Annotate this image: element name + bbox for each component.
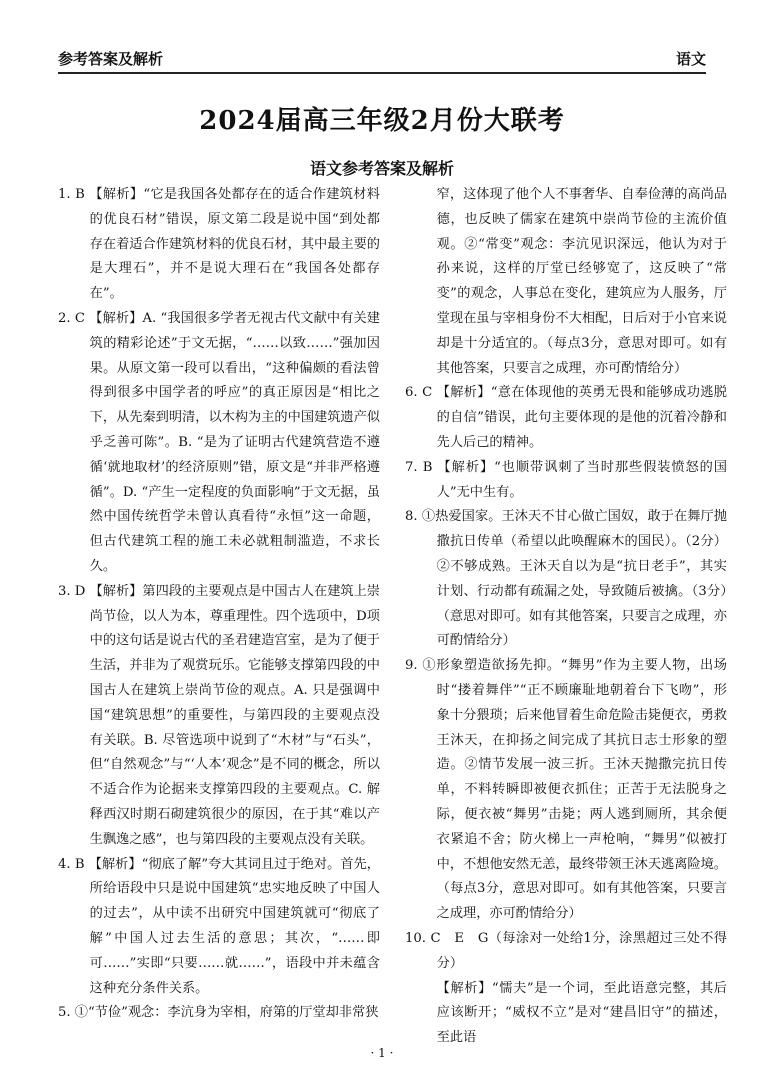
answer-item-2: 2. C 【解析】A. “我国很多学者无视古代文献中有关建筑的精彩论述”于文无据，“……以致……”强加因果。从原文第一段可以看出，“这种偏颇的看法曾得到很多中国学者的呼应”的真正原因是“相比之下，从先秦到明清，以木构为主的中国建筑遗产似乎乏善可陈”。B. “是为了证明古代建筑营造不遵循‘就地取材’的经济原则”错，原文是“并非严格遵循”。D. “产生一定程度的负面影响”于文无据，虽然中国传统哲学未曾认真看待“永恒”这一命题，但古代建筑工程的施工未必就粗制滥造，不求长久。 bbox=[58, 310, 380, 574]
answer-item-10-analysis: 【解析】“懦夫”是一个词，至此语意完整，其后应该断开；“威权不立”是对“建昌旧守”的描述，至此语 bbox=[436, 980, 727, 1046]
answer-item-4: 4. B 【解析】“彻底了解”夸大其词且过于绝对。首先，所给语段中只是说中国建筑“忠实地反映了中国人的过去”，从中读不出研究中国建筑就可“彻底了解”中国人过去生活的意思；其次，“……即可……”实即“只要……就……”，语段中并未蕴含这种充分条件关系。 bbox=[58, 856, 380, 996]
answer-item-8: 8. ①热爱国家。王沐天不甘心做亡国奴，敢于在舞厅抛撒抗日传单（希望以此唤醒麻木的国民）。（2分）②不够成熟。王沐天自以为是“抗日老手”，其实计划、行动都有疏漏之处，导致随后被擒。（3分）（意思对即可。如有其他答案，只要言之成理，亦可酌情给分） bbox=[405, 509, 727, 649]
answer-item-9: 9. ①形象塑造欲扬先抑。“舞男”作为主要人物，出场时“搂着舞伴”“正不顾廉耻地朝着台下飞吻”，形象十分猥琐；后来他冒着生命危险击毙便衣，勇救王沐天，在抑扬之间完成了其抗日志士形象的塑造。②情节发展一波三折。王沐天抛撒完抗日传单，不料转瞬即被便衣抓住；正苦于无法脱身之际，便衣被“舞男”击毙；两人逃到厕所，其余便衣紧追不舍；防火梯上一声枪响，“舞男”似被打中，不想他安然无恙，最终带领王沐天逃离险境。（每点3分，意思对即可。如有其他答案，只要言之成理，亦可酌情给分） bbox=[405, 658, 727, 922]
answer-item-1: 1. B 【解析】“它是我国各处都存在的适合作建筑材料的优良石材”错误，原文第二段是说中国“到处都存在着适合作建筑材料的优良石材，其中最主要的是大理石”，并不是说大理石在“我国各处都存在”。 bbox=[58, 187, 380, 302]
answer-item-7: 7. B 【解析】“也顺带讽刺了当时那些假装愤怒的国人”无中生有。 bbox=[405, 459, 727, 500]
answer-item-5-continued: 窄，这体现了他个人不事奢华、自奉俭薄的高尚品德，也反映了儒家在建筑中崇尚节俭的主流价值观。②“常变”观念：李沆见识深远，他认为对于孙来说，这样的厅堂已经够宽了，这反映了“常变”的观念，人事总在变化，建筑应为人服务，厅堂现在虽与宰相身份不大相配，日后对于小官来说却是十分适宜的。（每点3分，意思对即可。如有其他答案，只要言之成理，亦可酌情给分） bbox=[436, 187, 727, 376]
page-number: · 1 · bbox=[370, 1046, 394, 1060]
right-column bbox=[405, 183, 727, 1051]
answer-item-3: 3. D 【解析】第四段的主要观点是中国古人在建筑上崇尚节俭，以人为本，尊重理性。四个选项中，D项中的这句话是说古代的圣君建造宫室，是为了便于生活，并非为了观赏玩乐。它能够支撑第四段的中国古人在建筑上崇尚节俭的观点。A. 只是强调中国“建筑思想”的重要性，与第四段的主要观点没有关联。B. 尽管选项中说到了“木材”与“石头”，但“自然观念”与“‘人本’观念”是不同的概念，所以不适合作为论据来支撑第四段的主要观点。C. 解释西汉时期石砌建筑很少的原因，在于其“难以产生飘逸之感”，也与第四段的主要观点没有关联。 bbox=[58, 583, 380, 847]
header-left-label: 参考答案及解析 bbox=[58, 50, 164, 68]
document-title: 2024届高三年级2月份大联考 bbox=[199, 106, 565, 136]
left-column bbox=[58, 183, 380, 1026]
page-header bbox=[58, 40, 706, 70]
answer-item-10: 10. C E G（每涂对一处给1分，涂黑超过三处不得分） bbox=[405, 930, 727, 971]
answer-item-6: 6. C 【解析】“意在体现他的英勇无畏和能够成功逃脱的自信”错误，此句主要体现的是他的沉着冷静和先人后己的精神。 bbox=[405, 385, 727, 450]
document-subtitle: 语文参考答案及解析 bbox=[309, 159, 454, 178]
header-rule bbox=[58, 72, 706, 74]
answer-item-5-start: 5. ①“节俭”观念：李沆身为宰相，府第的厅堂却非常狭 bbox=[58, 1005, 379, 1021]
header-subject-label: 语文 bbox=[675, 50, 706, 68]
